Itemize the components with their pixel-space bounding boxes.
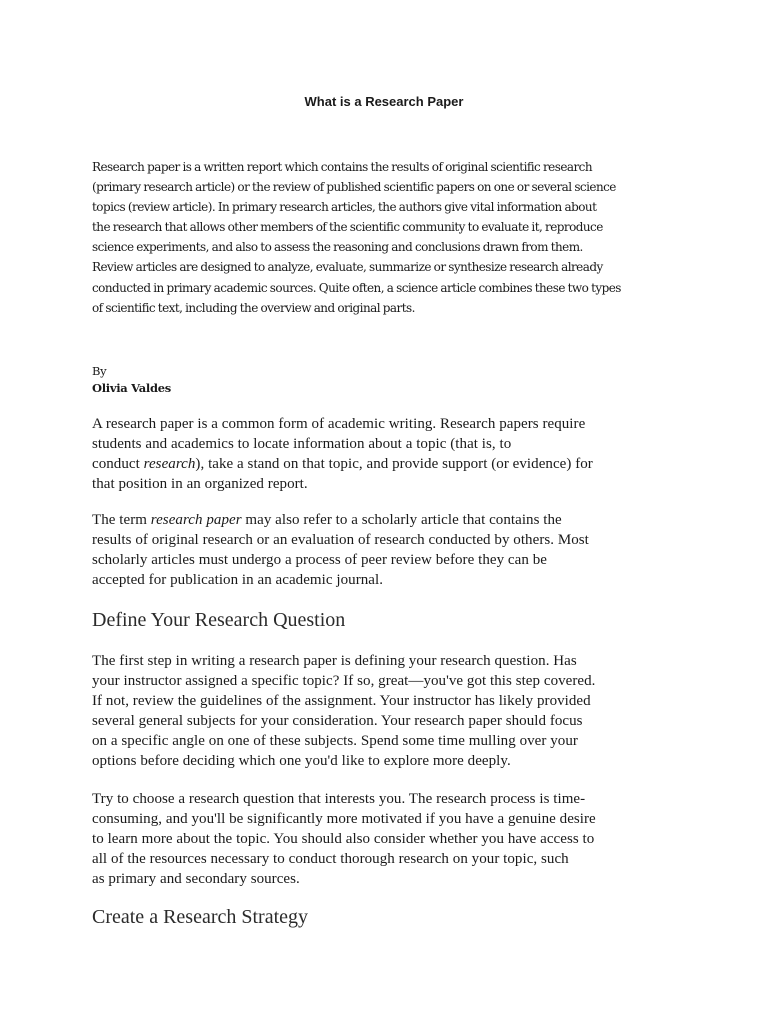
section-heading-define-question: Define Your Research Question — [92, 609, 346, 631]
text-run: may also refer to a scholarly article that contains the — [241, 512, 562, 528]
paragraph-line: several general subjects for your consideration. Your research paper should focus — [92, 713, 583, 729]
section-heading-research-strategy: Create a Research Strategy — [92, 906, 309, 928]
intro-line: of scientific text, including the overview and original parts. — [92, 300, 415, 315]
italic-term: research — [143, 456, 196, 472]
paragraph-line: results of original research or an evaluation of research conducted by others. Most — [92, 532, 589, 548]
author-name: Olivia Valdes — [92, 381, 171, 395]
intro-line: topics (review article). In primary research articles, the authors give vital information about — [92, 200, 597, 215]
paragraph-line: The first step in writing a research paper is defining your research question. Has — [92, 653, 577, 669]
paragraph-line — [92, 454, 692, 474]
paragraph-line: that position in an organized report. — [92, 476, 308, 492]
intro-paragraph — [92, 157, 692, 318]
paragraph-line: scholarly articles must undergo a process of peer review before they can be — [92, 552, 547, 568]
paragraph-line: Try to choose a research question that interests you. The research process is time- — [92, 791, 586, 807]
paragraph-line: students and academics to locate information about a topic (that is, to — [92, 436, 512, 452]
byline — [92, 363, 392, 397]
italic-term: research paper — [150, 512, 242, 528]
intro-line: science experiments, and also to assess the reasoning and conclusions drawn from them. — [92, 240, 583, 255]
intro-line: Review articles are designed to analyze, evaluate, summarize or synthesize research already — [92, 260, 603, 275]
text-run: The term — [92, 512, 151, 528]
intro-line: (primary research article) or the review of published scientific papers on one or several science — [92, 180, 616, 195]
paragraph-line: accepted for publication in an academic journal. — [92, 572, 384, 588]
paragraph-definition — [92, 414, 692, 494]
paragraph-line: as primary and secondary sources. — [92, 871, 300, 887]
paragraph-line: If not, review the guidelines of the assignment. Your instructor has likely provided — [92, 693, 591, 709]
byline-label: By — [92, 364, 107, 378]
paragraph-line: A research paper is a common form of academic writing. Research papers require — [92, 416, 586, 432]
intro-line: the research that allows other members of the scientific community to evaluate it, reproduce — [92, 220, 603, 235]
document-title: What is a Research Paper — [304, 94, 464, 109]
paragraph-term — [92, 510, 692, 590]
text-run: conduct — [92, 456, 144, 472]
paragraph-line — [92, 510, 692, 530]
paragraph-first-step — [92, 651, 692, 771]
intro-line: conducted in primary academic sources. Quite often, a science article combines these two types — [92, 280, 621, 295]
intro-line: Research paper is a written report which contains the results of original scientific research — [92, 160, 593, 174]
paragraph-line: on a specific angle on one of these subjects. Spend some time mulling over your — [92, 733, 578, 749]
paragraph-line: your instructor assigned a specific topic? If so, great—you've got this step covered. — [92, 673, 596, 689]
text-run: ), take a stand on that topic, and provide support (or evidence) for — [195, 456, 593, 472]
paragraph-line: all of the resources necessary to conduct thorough research on your topic, such — [92, 851, 569, 867]
paragraph-choose-question — [92, 789, 692, 889]
paragraph-line: to learn more about the topic. You should also consider whether you have access to — [92, 831, 595, 847]
paragraph-line: consuming, and you'll be significantly more motivated if you have a genuine desire — [92, 811, 596, 827]
paragraph-line: options before deciding which one you'd like to explore more deeply. — [92, 753, 511, 769]
